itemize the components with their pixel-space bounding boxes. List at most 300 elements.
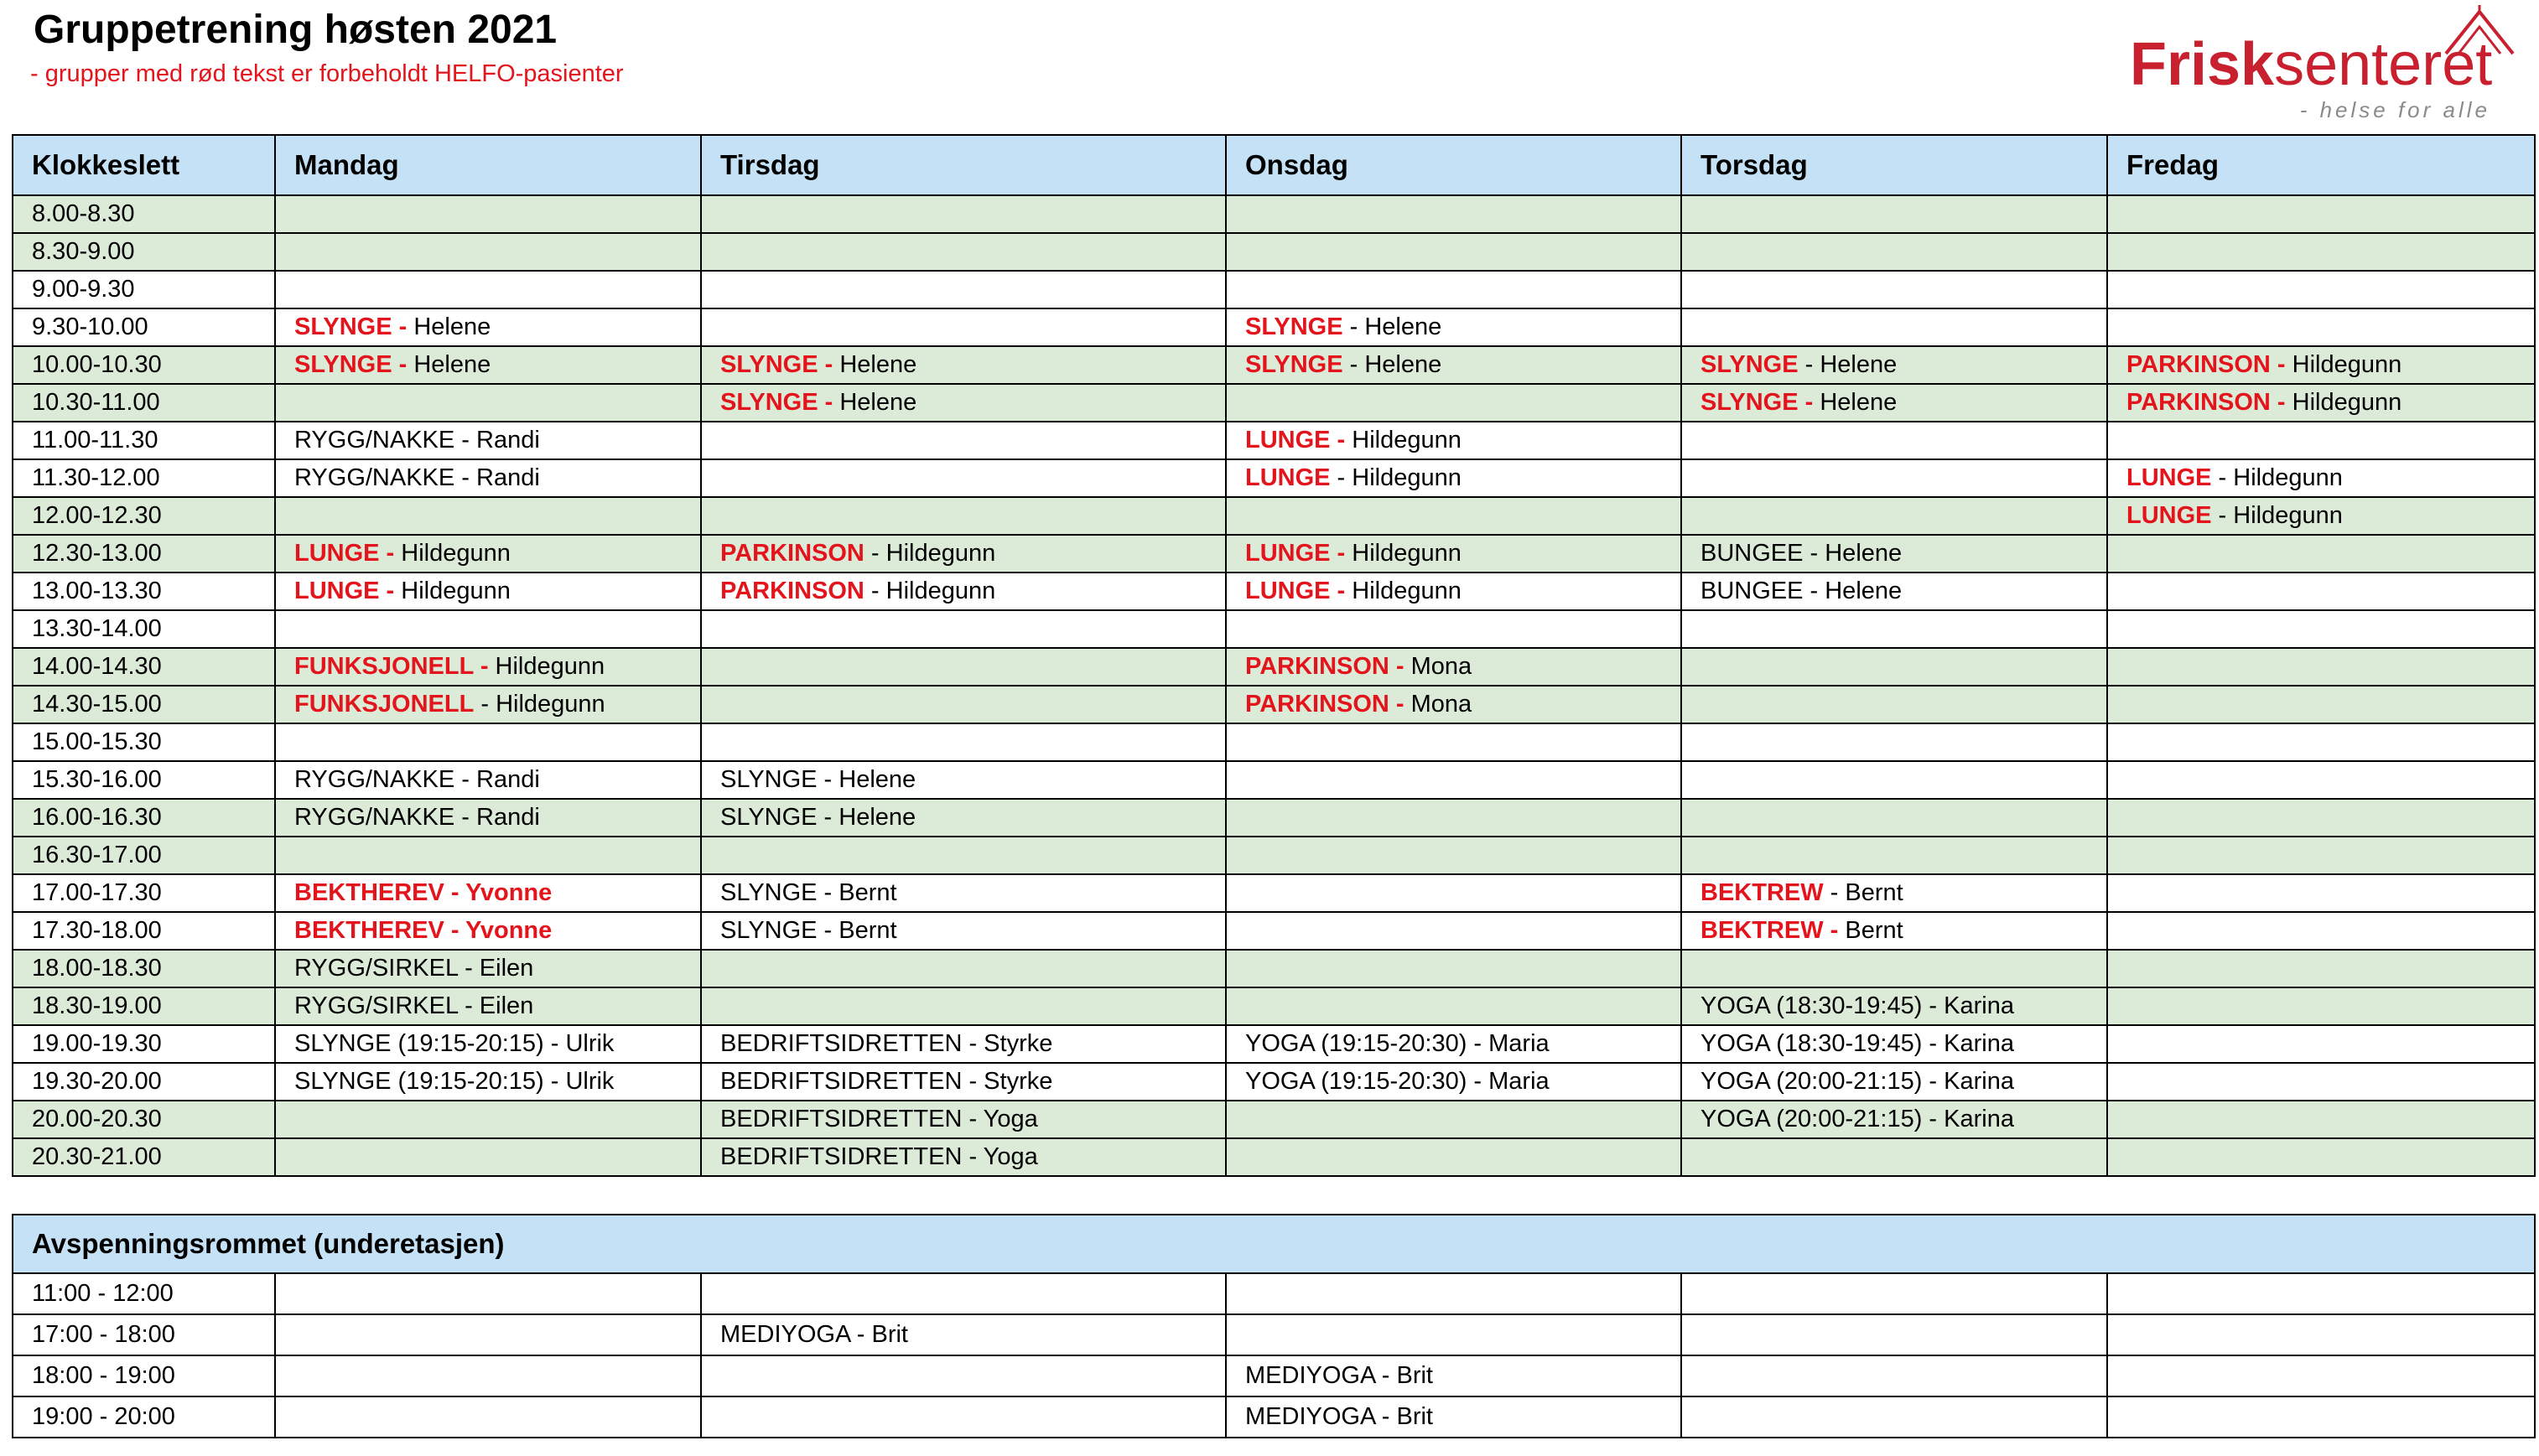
schedule-cell-thursday [1681,1025,2107,1063]
schedule-cell-thursday [1681,384,2107,422]
class-entry-text: BEDRIFTSIDRETTEN - Styrke [720,1068,1053,1095]
time-slot: 11.30-12.00 [13,459,275,497]
schedule-cell-tuesday [701,648,1226,686]
helfo-class-name: LUNGE [1245,464,1331,491]
schedule-cell-tuesday [701,1063,1226,1101]
helfo-class-name: BEKTHEREV - Yvonne [294,879,553,906]
schedule-cell-monday [275,1101,701,1138]
table-row [13,1355,2535,1396]
schedule-cell-monday [275,1025,701,1063]
schedule-cell-friday [2107,648,2535,686]
time-slot: 11.00-11.30 [13,422,275,459]
table-row [13,384,2535,422]
relaxation-cell-friday [2107,1396,2535,1438]
schedule-cell-monday [275,233,701,271]
table-row [13,195,2535,233]
helfo-class-name: SLYNGE - [294,313,408,340]
schedule-cell-wednesday [1226,874,1681,912]
page-title: Gruppetrening høsten 2021 [34,8,558,52]
helfo-class-name: LUNGE - [1245,427,1346,453]
class-entry-text: Hildegunn [1345,540,1462,567]
schedule-cell-tuesday [701,610,1226,648]
helfo-class-name: BEKTREW - [1700,917,1839,944]
schedule-cell-wednesday [1226,308,1681,346]
helfo-class-name: PARKINSON [720,578,865,604]
class-entry-text: BEDRIFTSIDRETTEN - Styrke [720,1030,1053,1057]
schedule-cell-tuesday [701,1025,1226,1063]
class-entry-text: RYGG/NAKKE - Randi [294,464,540,491]
schedule-cell-monday [275,271,701,308]
schedule-cell-thursday [1681,799,2107,837]
time-slot: 11:00 - 12:00 [13,1273,275,1314]
schedule-cell-tuesday [701,384,1226,422]
time-slot: 19:00 - 20:00 [13,1396,275,1438]
relaxation-cell-friday [2107,1355,2535,1396]
class-entry-text: MEDIYOGA - Brit [1245,1403,1433,1430]
schedule-cell-thursday [1681,987,2107,1025]
helfo-class-name: LUNGE [2126,464,2212,491]
relaxation-cell-wednesday [1226,1396,1681,1438]
table-row [13,1138,2535,1176]
logo-tagline: - helse for alle [2299,97,2490,122]
schedule-cell-monday [275,723,701,761]
table-row [13,987,2535,1025]
schedule-cell-wednesday [1226,723,1681,761]
schedule-cell-friday [2107,761,2535,799]
time-slot: 17.30-18.00 [13,912,275,950]
relaxation-cell-wednesday [1226,1273,1681,1314]
schedule-cell-tuesday [701,1101,1226,1138]
class-entry-text: Helene [407,351,491,378]
schedule-cell-wednesday [1226,233,1681,271]
schedule-cell-friday [2107,497,2535,535]
schedule-cell-thursday [1681,233,2107,271]
class-entry-text: Helene [833,351,917,378]
schedule-cell-monday [275,422,701,459]
schedule-cell-wednesday [1226,648,1681,686]
schedule-cell-friday [2107,723,2535,761]
schedule-cell-monday [275,1138,701,1176]
table-row [13,1396,2535,1438]
class-entry-text: BEDRIFTSIDRETTEN - Yoga [720,1143,1038,1170]
class-entry-text: YOGA (19:15-20:30) - Maria [1245,1030,1550,1057]
class-entry-text: - Helene [1342,351,1442,378]
table-row [13,1314,2535,1355]
schedule-cell-wednesday [1226,422,1681,459]
class-entry-text: SLYNGE - Helene [720,766,916,793]
class-entry-text: SLYNGE (19:15-20:15) - Ulrik [294,1030,615,1057]
table-row [13,1101,2535,1138]
schedule-cell-wednesday [1226,799,1681,837]
logo-wordmark [2130,30,2492,99]
class-entry-text: MEDIYOGA - Brit [720,1321,908,1348]
time-slot: 20.30-21.00 [13,1138,275,1176]
schedule-cell-thursday [1681,950,2107,987]
schedule-cell-monday [275,384,701,422]
schedule-cell-tuesday [701,195,1226,233]
table-row [13,271,2535,308]
relaxation-cell-tuesday [701,1314,1226,1355]
class-entry-text: Bernt [1838,917,1903,944]
time-slot: 15.30-16.00 [13,761,275,799]
schedule-cell-tuesday [701,987,1226,1025]
schedule-cell-wednesday [1226,686,1681,723]
table-row [13,686,2535,723]
time-slot: 13.00-13.30 [13,573,275,610]
schedule-cell-wednesday [1226,497,1681,535]
header-tuesday: Tirsdag [701,135,1226,195]
relaxation-cell-monday [275,1273,701,1314]
helfo-class-name: SLYNGE [1245,351,1343,378]
schedule-cell-friday [2107,233,2535,271]
schedule-cell-friday [2107,610,2535,648]
class-entry-text: Hildegunn [488,653,605,680]
schedule-cell-thursday [1681,874,2107,912]
schedule-body [13,195,2535,1176]
class-entry-text: BUNGEE - Helene [1700,578,1903,604]
schedule-cell-thursday [1681,1063,2107,1101]
schedule-cell-friday [2107,837,2535,874]
helfo-class-name: SLYNGE [1245,313,1343,340]
relaxation-cell-thursday [1681,1355,2107,1396]
schedule-cell-wednesday [1226,987,1681,1025]
schedule-cell-thursday [1681,610,2107,648]
schedule-cell-thursday [1681,422,2107,459]
schedule-cell-tuesday [701,271,1226,308]
table-row [13,912,2535,950]
table-row [13,837,2535,874]
schedule-cell-monday [275,686,701,723]
schedule-cell-tuesday [701,1138,1226,1176]
time-slot: 9.30-10.00 [13,308,275,346]
schedule-cell-tuesday [701,459,1226,497]
relaxation-cell-thursday [1681,1396,2107,1438]
schedule-cell-monday [275,912,701,950]
schedule-cell-tuesday [701,497,1226,535]
helfo-class-name: LUNGE - [294,540,395,567]
time-slot: 14.00-14.30 [13,648,275,686]
helfo-class-name: BEKTHEREV - Yvonne [294,917,553,944]
schedule-cell-thursday [1681,535,2107,573]
schedule-cell-monday [275,648,701,686]
class-entry-text: SLYNGE - Bernt [720,917,897,944]
class-entry-text: Hildegunn [394,540,511,567]
time-slot: 18.00-18.30 [13,950,275,987]
helfo-class-name: SLYNGE - [720,351,833,378]
table-row [13,308,2535,346]
schedule-cell-tuesday [701,723,1226,761]
class-entry-text: YOGA (20:00-21:15) - Karina [1700,1068,2014,1095]
schedule-cell-tuesday [701,535,1226,573]
schedule-cell-monday [275,987,701,1025]
schedule-cell-thursday [1681,271,2107,308]
class-entry-text: - Hildegunn [2211,464,2343,491]
relaxation-cell-monday [275,1314,701,1355]
schedule-cell-thursday [1681,761,2107,799]
time-slot: 17.00-17.30 [13,874,275,912]
time-slot: 8.00-8.30 [13,195,275,233]
class-entry-text: Hildegunn [1345,578,1462,604]
schedule-cell-monday [275,874,701,912]
header-thursday: Torsdag [1681,135,2107,195]
schedule-cell-tuesday [701,950,1226,987]
schedule-cell-monday [275,610,701,648]
relaxation-cell-thursday [1681,1314,2107,1355]
helfo-class-name: FUNKSJONELL - [294,653,489,680]
helfo-class-name: SLYNGE - [1700,389,1814,416]
schedule-cell-monday [275,459,701,497]
schedule-cell-friday [2107,686,2535,723]
schedule-cell-friday [2107,535,2535,573]
schedule-cell-friday [2107,1063,2535,1101]
time-slot: 15.00-15.30 [13,723,275,761]
schedule-cell-friday [2107,1138,2535,1176]
schedule-cell-wednesday [1226,1025,1681,1063]
schedule-cell-friday [2107,422,2535,459]
schedule-cell-friday [2107,912,2535,950]
relaxation-cell-tuesday [701,1396,1226,1438]
time-slot: 18:00 - 19:00 [13,1355,275,1396]
class-entry-text: RYGG/SIRKEL - Eilen [294,955,534,982]
schedule-cell-monday [275,799,701,837]
schedule-cell-wednesday [1226,610,1681,648]
class-entry-text: YOGA (20:00-21:15) - Karina [1700,1106,2014,1132]
logo-word-senteret: senteret [2274,31,2493,98]
schedule-table [12,134,2536,1177]
helfo-class-name: BEKTREW [1700,879,1824,906]
class-entry-text: - Helene [1798,351,1898,378]
time-slot: 9.00-9.30 [13,271,275,308]
schedule-cell-monday [275,195,701,233]
table-row [13,648,2535,686]
helfo-class-name: PARKINSON - [2126,389,2286,416]
relaxation-cell-monday [275,1396,701,1438]
relaxation-room-title: Avspenningsrommet (underetasjen) [13,1215,2535,1273]
schedule-cell-friday [2107,346,2535,384]
schedule-cell-thursday [1681,686,2107,723]
class-entry-text: SLYNGE - Helene [720,804,916,831]
time-slot: 19.30-20.00 [13,1063,275,1101]
relaxation-cell-monday [275,1355,701,1396]
helfo-class-name: PARKINSON - [1245,653,1404,680]
schedule-cell-monday [275,761,701,799]
helfo-class-name: SLYNGE - [720,389,833,416]
class-entry-text: YOGA (18:30-19:45) - Karina [1700,1030,2014,1057]
helfo-class-name: PARKINSON [720,540,865,567]
time-slot: 17:00 - 18:00 [13,1314,275,1355]
table-row [13,610,2535,648]
schedule-cell-tuesday [701,233,1226,271]
schedule-cell-thursday [1681,308,2107,346]
class-entry-text: Hildegunn [2285,389,2402,416]
helfo-class-name: PARKINSON - [1245,691,1404,718]
schedule-cell-monday [275,308,701,346]
helfo-class-name: LUNGE - [1245,540,1346,567]
time-slot: 16.30-17.00 [13,837,275,874]
time-slot: 12.30-13.00 [13,535,275,573]
class-entry-text: Helene [833,389,917,416]
schedule-cell-friday [2107,573,2535,610]
schedule-cell-friday [2107,950,2535,987]
helfo-class-name: FUNKSJONELL [294,691,475,718]
class-entry-text: SLYNGE - Bernt [720,879,897,906]
class-entry-text: SLYNGE (19:15-20:15) - Ulrik [294,1068,615,1095]
class-entry-text: Helene [407,313,491,340]
class-entry-text: - Helene [1342,313,1442,340]
relaxation-cell-tuesday [701,1273,1226,1314]
class-entry-text: Mona [1404,653,1472,680]
schedule-cell-wednesday [1226,950,1681,987]
table-row [13,761,2535,799]
helfo-class-name: LUNGE [2126,502,2212,529]
table-row [13,1063,2535,1101]
schedule-cell-wednesday [1226,384,1681,422]
relaxation-cell-friday [2107,1314,2535,1355]
time-slot: 8.30-9.00 [13,233,275,271]
class-entry-text: MEDIYOGA - Brit [1245,1362,1433,1389]
schedule-cell-wednesday [1226,1063,1681,1101]
table-row [13,874,2535,912]
helfo-class-name: PARKINSON - [2126,351,2286,378]
class-entry-text: RYGG/NAKKE - Randi [294,766,540,793]
schedule-cell-thursday [1681,195,2107,233]
schedule-cell-tuesday [701,686,1226,723]
schedule-cell-tuesday [701,837,1226,874]
time-slot: 12.00-12.30 [13,497,275,535]
table-row [13,497,2535,535]
schedule-cell-friday [2107,874,2535,912]
schedule-cell-monday [275,1063,701,1101]
schedule-cell-friday [2107,308,2535,346]
schedule-cell-wednesday [1226,459,1681,497]
schedule-cell-monday [275,346,701,384]
schedule-cell-wednesday [1226,195,1681,233]
time-slot: 10.30-11.00 [13,384,275,422]
logo-word-frisk: Frisk [2130,31,2275,98]
schedule-cell-friday [2107,1101,2535,1138]
schedule-cell-friday [2107,459,2535,497]
class-entry-text: - Hildegunn [2211,502,2343,529]
schedule-cell-friday [2107,384,2535,422]
relaxation-cell-friday [2107,1273,2535,1314]
header-wednesday: Onsdag [1226,135,1681,195]
schedule-cell-tuesday [701,761,1226,799]
relaxation-body [13,1273,2535,1438]
schedule-cell-tuesday [701,912,1226,950]
class-entry-text: BEDRIFTSIDRETTEN - Yoga [720,1106,1038,1132]
schedule-cell-tuesday [701,799,1226,837]
class-entry-text: Hildegunn [2285,351,2402,378]
schedule-cell-wednesday [1226,761,1681,799]
schedule-cell-thursday [1681,1101,2107,1138]
schedule-cell-monday [275,535,701,573]
table-row [13,723,2535,761]
schedule-cell-wednesday [1226,535,1681,573]
schedule-cell-friday [2107,271,2535,308]
schedule-cell-wednesday [1226,912,1681,950]
schedule-cell-tuesday [701,422,1226,459]
schedule-cell-tuesday [701,874,1226,912]
class-entry-text: Hildegunn [394,578,511,604]
helfo-class-name: SLYNGE - [294,351,408,378]
table-row [13,233,2535,271]
class-entry-text: YOGA (19:15-20:30) - Maria [1245,1068,1550,1095]
schedule-cell-wednesday [1226,271,1681,308]
class-entry-text: BUNGEE - Helene [1700,540,1903,567]
frisksenteret-logo [2130,5,2516,131]
time-slot: 18.30-19.00 [13,987,275,1025]
relaxation-cell-tuesday [701,1355,1226,1396]
class-entry-text: YOGA (18:30-19:45) - Karina [1700,992,2014,1019]
schedule-cell-tuesday [701,573,1226,610]
schedule-header-row [13,135,2535,195]
schedule-cell-thursday [1681,459,2107,497]
time-slot: 10.00-10.30 [13,346,275,384]
table-row [13,950,2535,987]
class-entry-text: Mona [1404,691,1472,718]
table-row [13,346,2535,384]
schedule-cell-wednesday [1226,1101,1681,1138]
helfo-class-name: LUNGE - [294,578,395,604]
helfo-note: - grupper med rød tekst er forbeholdt HELFO-pasienter [30,60,624,87]
class-entry-text: - Hildegunn [474,691,605,718]
helfo-class-name: SLYNGE [1700,351,1799,378]
header-friday: Fredag [2107,135,2535,195]
time-slot: 20.00-20.30 [13,1101,275,1138]
schedule-cell-wednesday [1226,1138,1681,1176]
schedule-cell-friday [2107,1025,2535,1063]
time-slot: 14.30-15.00 [13,686,275,723]
relaxation-cell-wednesday [1226,1355,1681,1396]
schedule-cell-monday [275,950,701,987]
schedule-cell-thursday [1681,1138,2107,1176]
schedule-cell-thursday [1681,648,2107,686]
schedule-cell-monday [275,573,701,610]
class-entry-text: RYGG/NAKKE - Randi [294,804,540,831]
schedule-cell-friday [2107,987,2535,1025]
class-entry-text: - Hildegunn [864,578,996,604]
relaxation-cell-thursday [1681,1273,2107,1314]
schedule-cell-thursday [1681,346,2107,384]
table-row [13,799,2535,837]
schedule-cell-monday [275,837,701,874]
table-row [13,422,2535,459]
header-time: Klokkeslett [13,135,275,195]
relaxation-cell-wednesday [1226,1314,1681,1355]
schedule-cell-monday [275,497,701,535]
schedule-cell-thursday [1681,837,2107,874]
table-row [13,1025,2535,1063]
header-monday: Mandag [275,135,701,195]
class-entry-text: Hildegunn [1345,427,1462,453]
schedule-cell-wednesday [1226,573,1681,610]
relaxation-header-row [13,1215,2535,1273]
class-entry-text: Helene [1813,389,1898,416]
table-row [13,535,2535,573]
helfo-class-name: LUNGE - [1245,578,1346,604]
schedule-cell-thursday [1681,497,2107,535]
relaxation-room-table [12,1214,2536,1438]
schedule-cell-wednesday [1226,837,1681,874]
class-entry-text: - Bernt [1823,879,1903,906]
class-entry-text: - Hildegunn [864,540,996,567]
table-row [13,1273,2535,1314]
schedule-cell-friday [2107,195,2535,233]
schedule-cell-thursday [1681,723,2107,761]
schedule-cell-tuesday [701,308,1226,346]
schedule-cell-tuesday [701,346,1226,384]
time-slot: 13.30-14.00 [13,610,275,648]
